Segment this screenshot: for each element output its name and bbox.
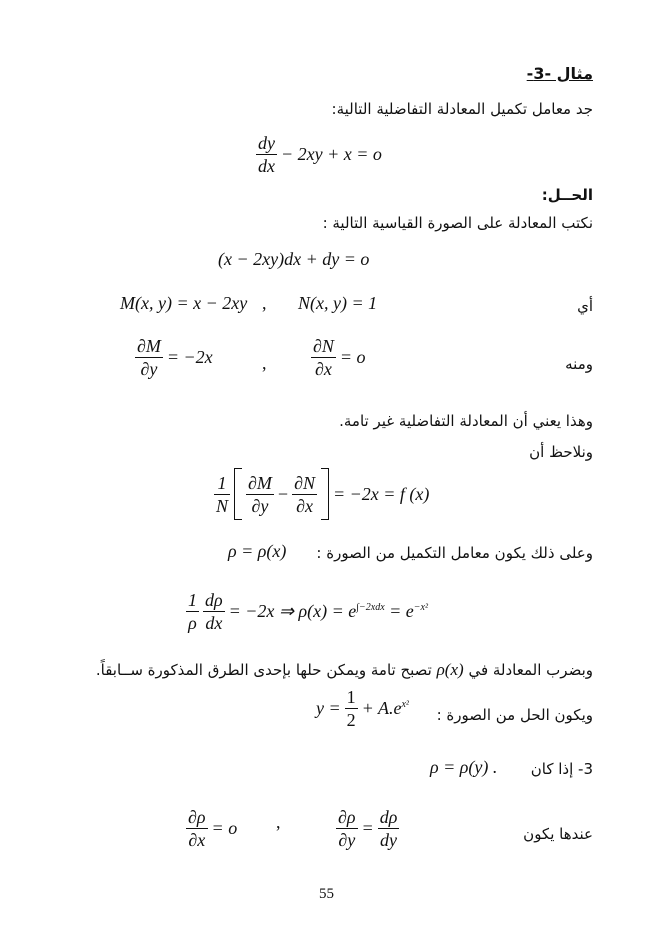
exponent-1: ∫−2xdx: [356, 602, 385, 613]
fraction-numerator: 1: [188, 590, 197, 610]
equation-5-lhs: y =: [316, 698, 341, 718]
example-heading: مثال -3-: [526, 64, 593, 83]
fraction-numerator: ∂N: [294, 472, 315, 493]
drho-dy-fraction: [378, 806, 400, 851]
fraction-numerator: dy: [258, 133, 275, 153]
page-number: 55: [319, 886, 334, 902]
dN-dx-equation: [311, 335, 366, 380]
dN-dx-fraction-2: [292, 472, 317, 517]
equation-5: [316, 686, 409, 731]
equals-sign: =: [361, 818, 374, 838]
fraction-denominator: dx: [258, 156, 275, 176]
M-definition: M(x, y) = x − 2xy: [120, 293, 248, 313]
equation-1: [256, 132, 382, 177]
fraction-numerator: ∂ρ: [338, 807, 356, 827]
equation-6a: [186, 806, 237, 851]
fraction-numerator: ∂M: [137, 336, 161, 356]
fraction-denominator: ρ: [188, 613, 197, 633]
dy-dx-fraction: [256, 132, 277, 177]
minus-sign: −: [277, 483, 289, 504]
one-over-rho-fraction: [186, 589, 199, 634]
equation-3: [214, 468, 429, 520]
fraction-denominator: ∂x: [296, 495, 313, 516]
one-half-fraction: [345, 686, 358, 731]
equation-4-middle: = −2x ⇒ ρ(x) = e: [228, 601, 357, 621]
right-bracket: [321, 468, 329, 520]
case-3-form: ρ = ρ(y) .: [430, 757, 498, 777]
fraction-denominator: dx: [205, 613, 223, 633]
equation-4-equals: = e: [389, 601, 414, 621]
fraction-denominator: N: [216, 495, 229, 516]
fraction-denominator: ∂x: [315, 359, 332, 379]
dM-dy-fraction-2: [246, 472, 274, 517]
drho-dx-partial-fraction: [186, 806, 208, 851]
left-bracket: [234, 468, 242, 520]
fraction-numerator: ∂M: [248, 472, 272, 493]
multiply-text: [96, 660, 593, 680]
fraction-denominator: ∂y: [140, 359, 158, 379]
equation-3-rest: = −2x = f (x): [332, 483, 430, 504]
fraction-numerator: dρ: [205, 590, 223, 610]
fraction-numerator: 1: [346, 687, 356, 707]
comma-1: ,: [262, 293, 267, 313]
fraction-denominator: ∂x: [188, 830, 206, 850]
comma-2: ,: [262, 353, 267, 373]
minh-label: ومنه: [565, 355, 593, 373]
equation-6b: [336, 806, 399, 851]
dM-dy-equation: [135, 335, 213, 380]
comma-3: ,: [276, 812, 281, 832]
then-label: عندها يكون: [523, 825, 593, 843]
solution-label: الحــل:: [541, 186, 593, 204]
equation-4-rest: [229, 601, 428, 622]
fraction-denominator: ∂y: [251, 495, 269, 516]
fraction-denominator: dy: [380, 830, 398, 850]
dN-rest: = o: [339, 347, 366, 367]
drho-dx-fraction: [203, 589, 225, 634]
problem-text: جد معامل تكميل المعادلة التفاضلية التالية:: [331, 100, 593, 118]
equation-4: [186, 589, 428, 634]
solution-form-text: ويكون الحل من الصورة :: [436, 706, 593, 724]
exponent-3: x²: [401, 699, 409, 710]
one-over-N-fraction: [214, 472, 230, 517]
multiply-text-post: تصبح تامة ويمكن حلها بإحدى الطرق المذكورة ســابقاً.: [95, 661, 432, 679]
fraction-numerator: ∂ρ: [188, 807, 206, 827]
N-definition: N(x, y) = 1: [298, 293, 378, 313]
ay-label: أي: [577, 297, 593, 315]
equation-5-rest-text: + A.e: [361, 698, 402, 718]
case-3-text: 3- إذا كان: [530, 760, 593, 778]
dM-dy-fraction: [135, 335, 163, 380]
equation-6a-rest: = o: [211, 818, 238, 838]
fraction-denominator: 2: [346, 710, 356, 730]
factor-form: ρ = ρ(x): [228, 541, 287, 561]
not-exact-text: وهذا يعني أن المعادلة التفاضلية غير تامة.: [339, 412, 593, 430]
notice-text: ونلاحظ أن: [529, 443, 593, 461]
fraction-numerator: 1: [214, 472, 230, 495]
equation-1-rest: − 2xy + x = o: [281, 144, 382, 164]
multiply-text-pre: وبضرب المعادلة في: [468, 661, 593, 679]
drho-dy-partial-fraction: [336, 806, 358, 851]
standard-form-text: نكتب المعادلة على الصورة القياسية التالية :: [322, 214, 593, 232]
dM-rest: = −2x: [166, 347, 213, 367]
multiply-factor: ρ(x): [436, 660, 464, 679]
equation-2: (x − 2xy)dx + dy = o: [218, 249, 370, 269]
exponent-2: −x²: [413, 602, 428, 613]
fraction-numerator: ∂N: [313, 336, 334, 356]
factor-text: وعلى ذلك يكون معامل التكميل من الصورة :: [316, 544, 593, 562]
fraction-denominator: ∂y: [338, 830, 356, 850]
fraction-numerator: dρ: [379, 807, 398, 827]
dN-dx-fraction: [311, 335, 336, 380]
equation-5-rest: [362, 698, 409, 719]
